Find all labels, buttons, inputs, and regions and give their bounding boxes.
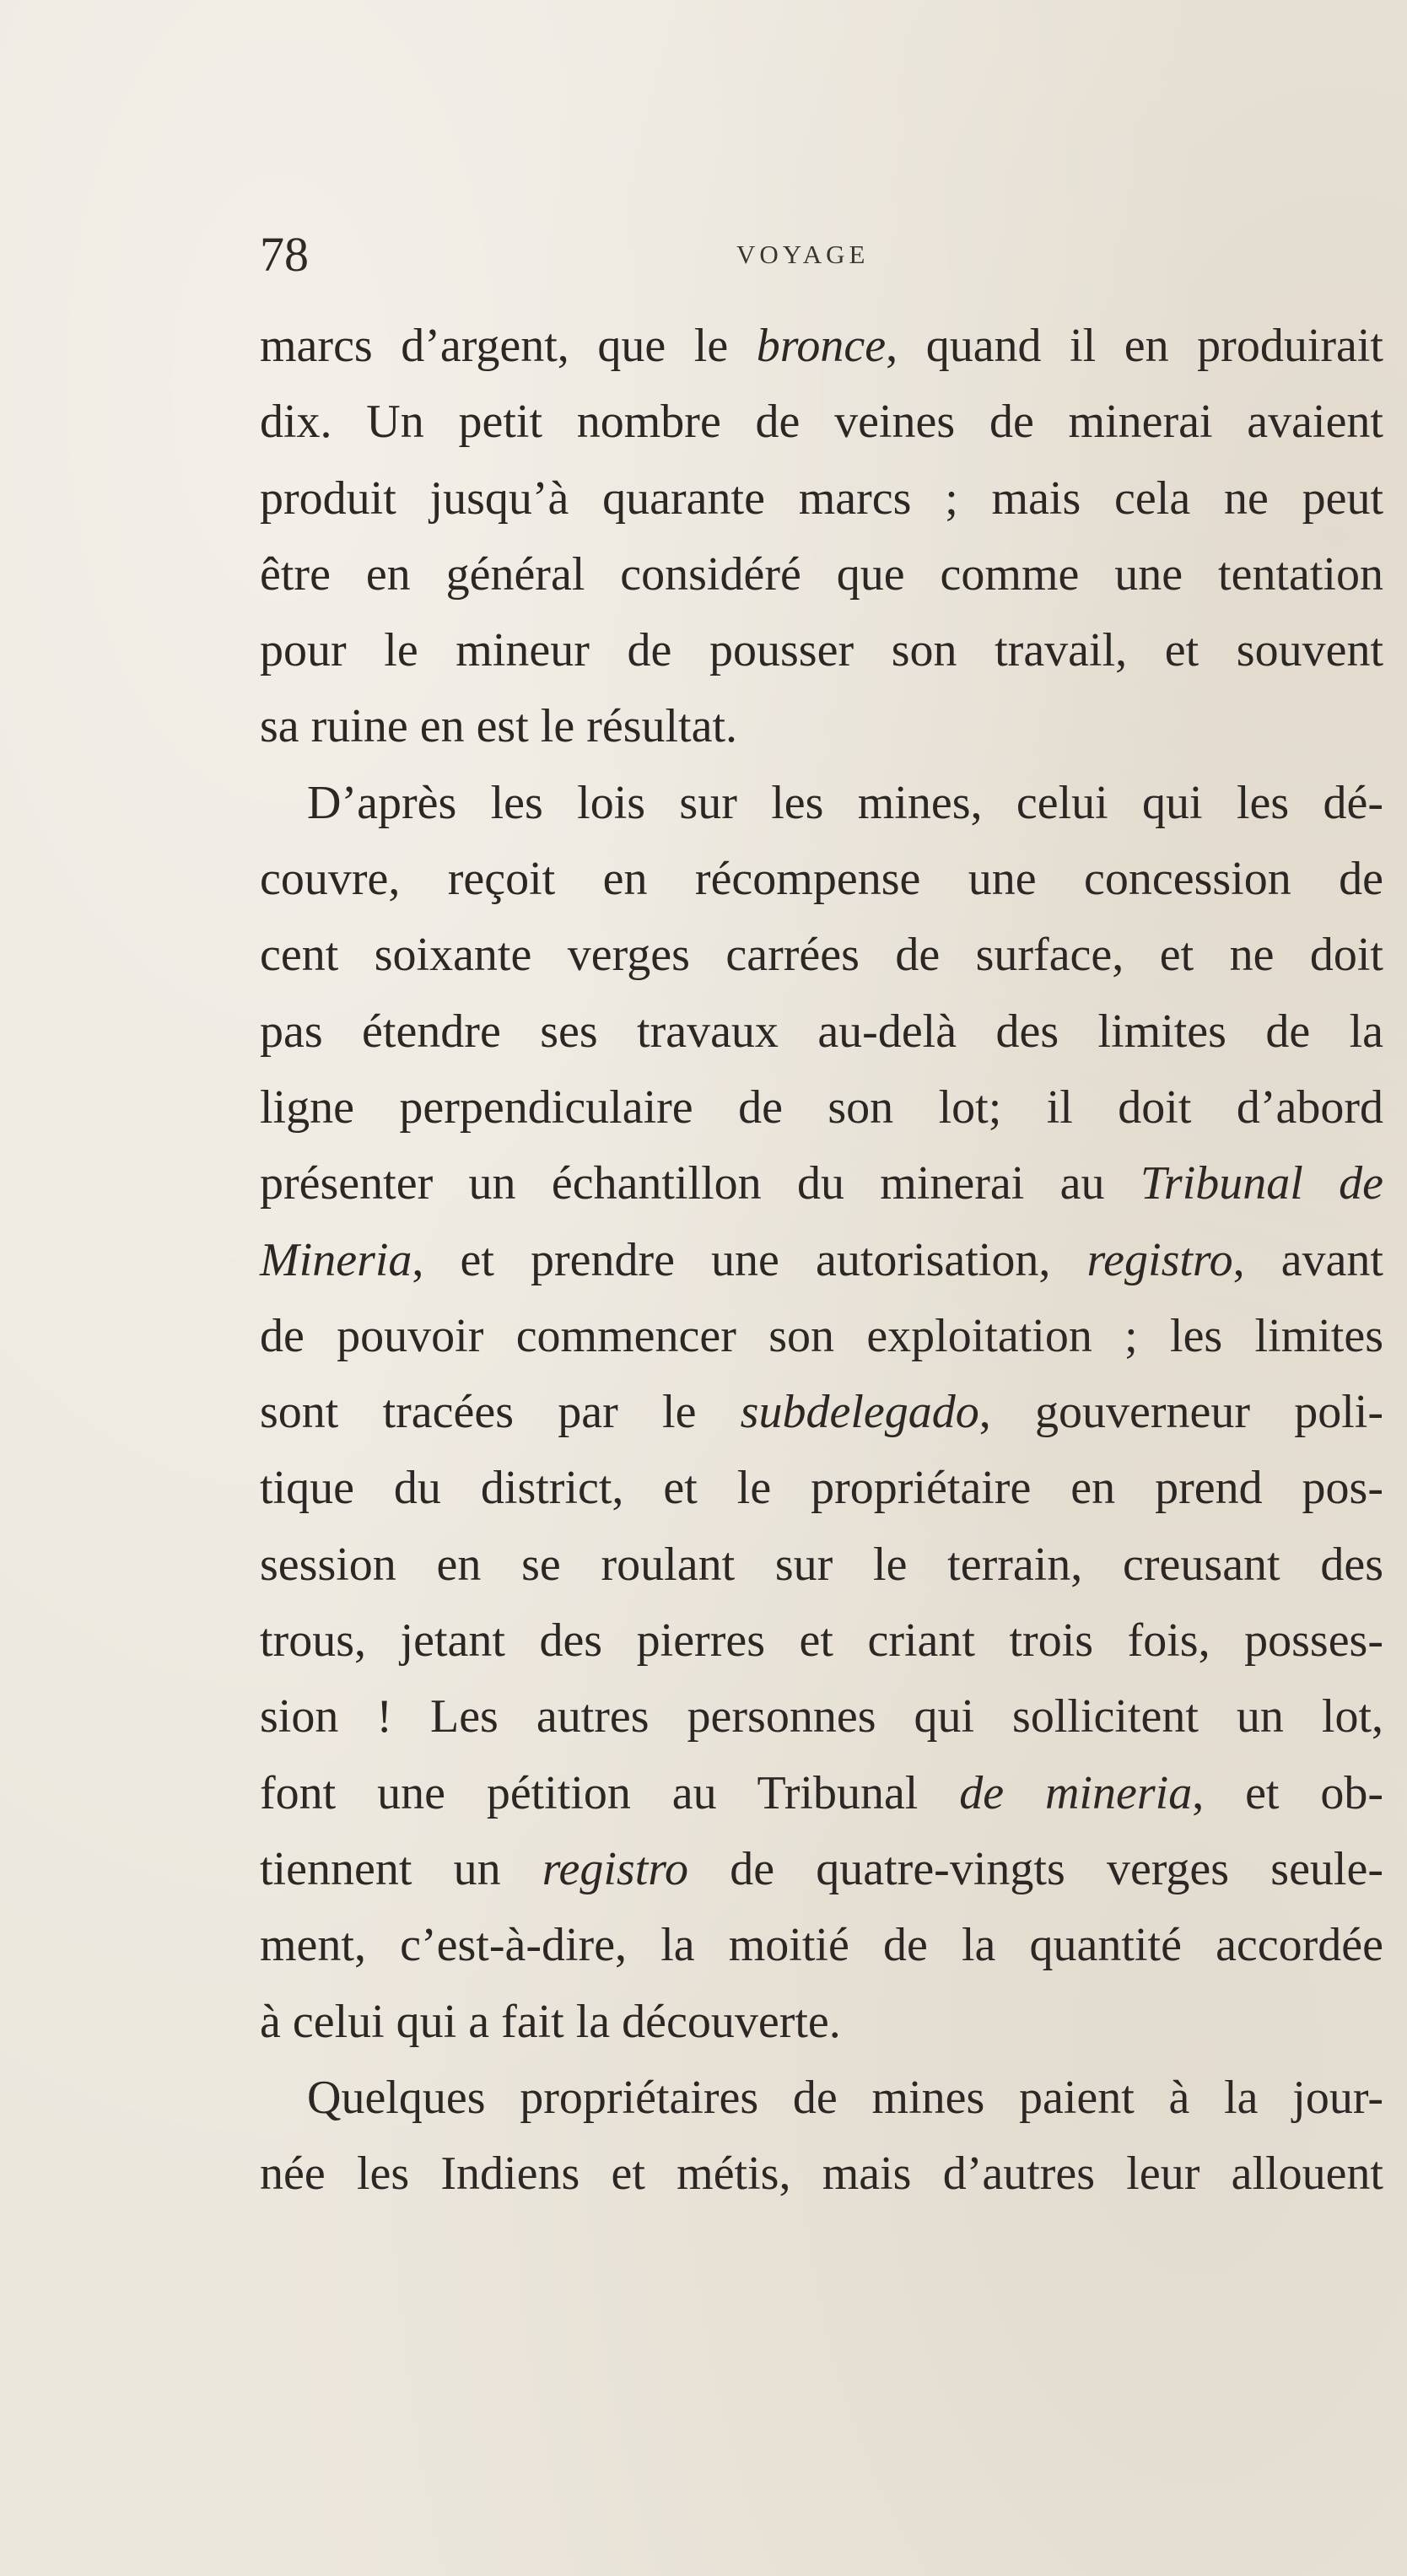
text-run: , et prendre une autorisation, xyxy=(412,1233,1087,1286)
text-line xyxy=(260,536,1383,612)
text-run: ligne perpendiculaire de son lot; il doit d’abord xyxy=(260,1081,1383,1134)
text-line xyxy=(260,1450,1383,1526)
text-line xyxy=(260,1679,1383,1754)
text-run: à celui qui a fait la découverte. xyxy=(260,1995,841,2048)
text-run: être en général considéré que comme une tentation xyxy=(260,547,1383,601)
text-line xyxy=(260,1527,1383,1603)
text-run: née les Indiens et métis, mais d’autres leur allouent xyxy=(260,2148,1383,2201)
text-line xyxy=(260,1222,1383,1298)
italic-text: de mineria xyxy=(959,1766,1193,1819)
text-run: font une pétition au Tribunal xyxy=(260,1766,960,1819)
text-run: pas étendre ses travaux au-delà des limites de la xyxy=(260,1005,1383,1058)
text-run: , gouverneur poli- xyxy=(978,1386,1383,1439)
text-line xyxy=(260,1145,1383,1221)
text-run: dix. Un petit nombre de veines de minerai avaient xyxy=(260,396,1383,449)
text-line xyxy=(260,1984,1383,2060)
text-line xyxy=(260,1755,1383,1831)
italic-text: Mineria xyxy=(260,1233,412,1286)
text-line xyxy=(260,917,1383,993)
text-line xyxy=(260,2136,1383,2212)
text-line xyxy=(260,1070,1383,1145)
italic-text: subdelegado xyxy=(740,1386,979,1439)
text-run: tiennent un xyxy=(260,1842,542,1895)
italic-text: registro xyxy=(1086,1233,1233,1286)
text-run: de quatre-vingts verges seule- xyxy=(688,1842,1383,1895)
text-run: session en se roulant sur le terrain, creusant des xyxy=(260,1538,1383,1591)
text-run: sont tracées par le xyxy=(260,1386,741,1439)
text-run: marcs d’argent, que le xyxy=(260,320,757,372)
text-line xyxy=(260,841,1383,917)
text-line xyxy=(260,994,1383,1070)
body-text xyxy=(260,308,1383,2212)
text-line xyxy=(260,1831,1383,1907)
text-run: Quelques propriétaires de mines paient à la jour- xyxy=(307,2071,1383,2124)
running-head: VOYAGE xyxy=(736,240,870,269)
text-run: sion ! Les autres personnes qui sollicitent un lot, xyxy=(260,1690,1383,1743)
text-run: produit jusqu’à quarante marcs ; mais cela ne peut xyxy=(260,472,1383,525)
text-line xyxy=(260,1298,1383,1374)
text-line xyxy=(260,384,1383,460)
text-line xyxy=(260,765,1383,841)
text-run: , quand il en produirait xyxy=(886,320,1383,372)
text-run: pour le mineur de pousser son travail, et souvent xyxy=(260,624,1383,677)
text-run: D’après les lois sur les mines, celui qui les dé- xyxy=(307,776,1383,829)
text-line xyxy=(260,308,1383,384)
page-number: 78 xyxy=(260,227,309,282)
text-line xyxy=(260,2060,1383,2136)
text-line xyxy=(260,461,1383,536)
text-run: tique du district, et le propriétaire en prend pos- xyxy=(260,1462,1383,1515)
text-run: , avant xyxy=(1232,1233,1383,1286)
text-line xyxy=(260,1603,1383,1679)
text-run: cent soixante verges carrées de surface, et ne doit xyxy=(260,929,1383,982)
text-line xyxy=(260,688,1383,764)
text-run: , et ob- xyxy=(1192,1766,1384,1819)
text-run: de pouvoir commencer son exploitation ; les limites xyxy=(260,1309,1383,1362)
text-line xyxy=(260,1374,1383,1450)
text-run: ment, c’est-à-dire, la moitié de la quantité accordée xyxy=(260,1919,1383,1972)
text-line xyxy=(260,612,1383,688)
text-line xyxy=(260,1907,1383,1983)
italic-text: registro xyxy=(542,1842,688,1895)
text-run: présenter un échantillon du minerai au xyxy=(260,1157,1140,1210)
italic-text: bronce xyxy=(756,320,887,372)
italic-text: Tribunal de xyxy=(1140,1157,1384,1210)
text-run: sa ruine en est le résultat. xyxy=(260,700,738,753)
text-run: trous, jetant des pierres et criant trois fois, posses- xyxy=(260,1614,1383,1668)
page-header xyxy=(260,221,901,288)
text-run: couvre, reçoit en récompense une concession de xyxy=(260,853,1383,906)
